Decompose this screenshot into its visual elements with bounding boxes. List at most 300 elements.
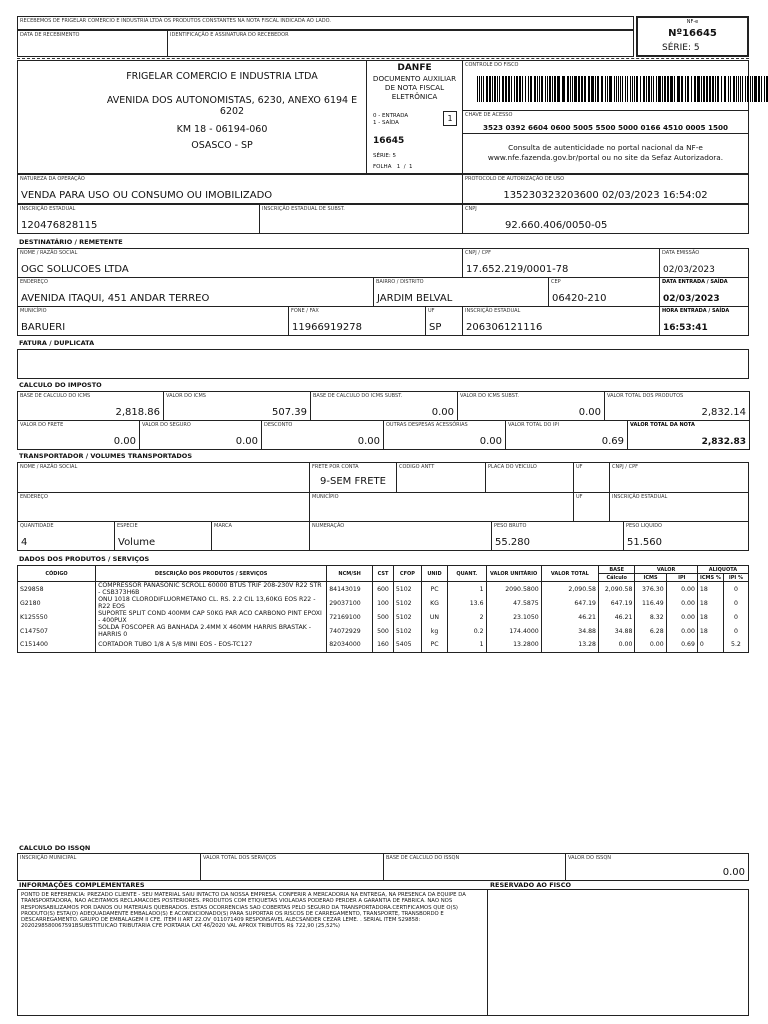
barcode-bar <box>552 76 553 102</box>
barcode-bar <box>505 76 507 102</box>
barcode-bar <box>685 76 686 102</box>
barcode-bar <box>738 76 739 102</box>
table-cell: 72169100 <box>327 610 373 624</box>
barcode-bar <box>530 76 532 102</box>
table-row <box>18 624 749 638</box>
table-cell: PC <box>421 638 447 652</box>
protocolo-label: PROTOCOLO DE AUTORIZAÇÃO DE USO <box>465 176 565 182</box>
barcode-bar <box>537 76 538 102</box>
dest-fone-value: 11966919278 <box>292 322 362 333</box>
barcode-bar <box>697 76 700 102</box>
nfe-label: NF-e <box>686 19 699 25</box>
imposto-value: 0.00 <box>479 436 502 447</box>
barcode-bar <box>709 76 711 102</box>
barcode-bar <box>609 76 612 102</box>
barcode-bar <box>667 76 669 102</box>
barcode-bar <box>581 76 583 102</box>
barcode-bar <box>691 76 692 102</box>
danfe-saida: 1 - SAÍDA <box>373 120 399 126</box>
transp-qtd-value: 4 <box>21 537 28 548</box>
barcode-bar <box>674 76 675 102</box>
table-cell: 46.21 <box>541 610 598 624</box>
issqn-base-label: BASE DE CALCULO DO ISSQN <box>386 855 460 861</box>
table-cell: 600 <box>373 582 394 597</box>
barcode-bar <box>562 76 565 102</box>
danfe-box <box>366 60 463 174</box>
table-cell: kg <box>421 624 447 638</box>
barcode-bar <box>730 76 731 102</box>
reservado-box <box>487 889 749 1016</box>
barcode-bar <box>747 76 749 102</box>
dest-hora-value: 16:53:41 <box>663 323 708 333</box>
barcode-bar <box>541 76 543 102</box>
table-cell: 0.00 <box>666 582 697 597</box>
dest-cnpj-label: CNPJ / CPF <box>465 250 491 256</box>
col-base: BASE <box>598 566 634 574</box>
imposto-field <box>457 391 605 421</box>
table-cell: SOLDA FOSCOPER AG BANHADA 2.4MM X 460MM HARRIS BRASTAK - HARRIS 0 <box>96 624 327 638</box>
danfe-title: DANFE <box>397 63 432 73</box>
ie-label: INSCRIÇÃO ESTADUAL <box>20 206 76 212</box>
transp-bruto-value: 55.280 <box>495 537 530 548</box>
danfe-subtitle: DOCUMENTO AUXILIAR DE NOTA FISCAL ELETRÔNICA <box>372 74 457 101</box>
barcode-bar <box>632 76 633 102</box>
barcode <box>477 76 768 102</box>
transp-especie-value: Volume <box>118 537 156 548</box>
imposto-value: 0.69 <box>601 436 624 447</box>
col-codigo: CÓDIGO <box>18 566 96 582</box>
barcode-bar <box>528 76 529 102</box>
dest-section-title: DESTINATÁRIO / REMETENTE <box>19 238 123 246</box>
dest-nome-label: NOME / RAZÃO SOCIAL <box>20 250 78 256</box>
products-section-title: DADOS DOS PRODUTOS / SERVIÇOS <box>19 555 150 563</box>
natureza-value: VENDA PARA USO OU CONSUMO OU IMOBILIZADO <box>21 190 273 201</box>
issqn-valor-field <box>565 853 749 881</box>
col-ncm: NCM/SH <box>327 566 373 582</box>
table-cell: 0.2 <box>448 624 487 638</box>
transp-frete-label: FRETE POR CONTA <box>312 464 359 470</box>
dest-emissao-label: DATA EMISSÃO <box>662 250 700 256</box>
barcode-bar <box>567 76 569 102</box>
imposto-label: VALOR DO ICMS <box>166 393 206 399</box>
transp-endereco-field <box>17 492 310 522</box>
table-cell: 647.19 <box>541 596 598 610</box>
col-icms: ICMS <box>635 574 666 582</box>
emitter-city: OSASCO - SP <box>191 140 253 151</box>
barcode-bar <box>477 76 478 102</box>
table-cell: 29037100 <box>327 596 373 610</box>
ie-value: 120476828115 <box>21 220 98 231</box>
natureza-label: NATUREZA DA OPERAÇÃO <box>20 176 85 182</box>
barcode-bar <box>745 76 746 102</box>
dest-cep-field <box>548 277 660 307</box>
barcode-bar <box>618 76 619 102</box>
barcode-bar <box>595 76 596 102</box>
reservado-title: RESERVADO AO FISCO <box>490 881 572 889</box>
issqn-im-field <box>17 853 201 881</box>
barcode-bar <box>557 76 560 102</box>
transp-uf-field <box>573 462 610 493</box>
barcode-bar <box>584 76 586 102</box>
barcode-bar <box>622 76 623 102</box>
dest-uf-label: UF <box>428 308 435 314</box>
imposto-label: VALOR TOTAL DO IPI <box>508 422 559 428</box>
danfe-tipo: 1 <box>443 111 457 126</box>
consulta-box <box>462 133 749 174</box>
table-cell: 2090.5800 <box>486 582 541 597</box>
imposto-field <box>383 420 506 450</box>
ie-subst-label: INSCRIÇÃO ESTADUAL DE SUBST. <box>262 206 345 212</box>
col-quant: QUANT. <box>448 566 487 582</box>
products-table <box>17 565 749 653</box>
imposto-label: DESCONTO <box>264 422 293 428</box>
table-cell: 5.2 <box>723 638 748 652</box>
table-cell: 0.00 <box>666 596 697 610</box>
imposto-field <box>604 391 750 421</box>
barcode-bar <box>481 76 482 102</box>
receipt-header <box>17 16 634 30</box>
dest-municipio-value: BARUERI <box>21 322 66 333</box>
barcode-bar <box>717 76 719 102</box>
table-cell: 18 <box>697 624 723 638</box>
barcode-bar <box>677 76 680 102</box>
dest-bairro-field <box>373 277 549 307</box>
barcode-bar <box>630 76 631 102</box>
receipt-signature-field <box>167 30 634 57</box>
table-cell: 0 <box>723 624 748 638</box>
transp-liquido-label: PESO LIQUIDO <box>626 523 662 529</box>
barcode-bar <box>740 76 741 102</box>
table-cell: 82034000 <box>327 638 373 652</box>
table-cell: 13.2800 <box>486 638 541 652</box>
dest-ie-field <box>462 306 660 336</box>
transp-qtd-label: QUANTIDADE <box>20 523 54 529</box>
col-unid: UNID <box>421 566 447 582</box>
emitter-km: KM 18 - 06194-060 <box>176 124 268 135</box>
table-cell: CORTADOR TUBO 1/8 A 5/8 MINI EOS - EOS-TC127 <box>96 638 327 652</box>
barcode-bar <box>605 76 606 102</box>
table-cell: 0.00 <box>598 638 634 652</box>
dest-ie-value: 206306121116 <box>466 322 543 333</box>
table-row <box>18 638 749 652</box>
danfe-number: 16645 <box>373 136 405 146</box>
barcode-bar <box>578 76 580 102</box>
dest-nome-field <box>17 248 463 278</box>
barcode-bar <box>653 76 654 102</box>
barcode-bar <box>549 76 551 102</box>
transp-numeracao-field <box>309 521 492 551</box>
dest-hora-label: HORA ENTRADA / SAÍDA <box>662 308 730 314</box>
consulta-url: www.nfe.fazenda.gov.br/portal ou no site da Sefaz Autorizadora. <box>487 153 724 162</box>
table-cell: 2,090.58 <box>541 582 598 597</box>
col-calculo: Cálculo <box>598 574 634 582</box>
table-cell: 18 <box>697 582 723 597</box>
imposto-value: 507.39 <box>272 407 307 418</box>
issqn-section-title: CALCULO DO ISSQN <box>19 844 91 852</box>
table-cell: 23.1050 <box>486 610 541 624</box>
protocolo-field <box>462 174 749 204</box>
issqn-valor-label: VALOR DO ISSQN <box>568 855 612 861</box>
dest-municipio-field <box>17 306 289 336</box>
transp-marca-field <box>211 521 310 551</box>
barcode-bar <box>570 76 571 102</box>
dest-nome-value: OGC SOLUCOES LTDA <box>21 264 129 275</box>
barcode-bar <box>646 76 647 102</box>
table-cell: 2 <box>448 610 487 624</box>
emitter-box <box>17 60 367 174</box>
issqn-im-label: INSCRIÇÃO MUNICIPAL <box>20 855 77 861</box>
col-ipi-pct: IPI % <box>723 574 748 582</box>
table-cell: 34.88 <box>541 624 598 638</box>
transp-ie-field <box>609 492 749 522</box>
table-cell: 34.88 <box>598 624 634 638</box>
barcode-bar <box>627 76 628 102</box>
dest-hora-field <box>659 306 749 336</box>
table-cell: 0.00 <box>666 624 697 638</box>
info-box <box>17 889 488 1016</box>
table-cell: 18 <box>697 596 723 610</box>
table-cell: S29858 <box>18 582 96 597</box>
transp-placa-field <box>485 462 574 493</box>
table-cell: 5102 <box>393 624 421 638</box>
imposto-value: 2,832.14 <box>701 407 746 418</box>
ie-field <box>17 204 260 234</box>
barcode-bar <box>754 76 757 102</box>
table-cell: 500 <box>373 624 394 638</box>
dest-fone-field <box>288 306 426 336</box>
dest-cnpj-value: 17.652.219/0001-78 <box>466 264 569 275</box>
transp-uf-label: UF <box>576 464 583 470</box>
col-cfop: CFOP <box>393 566 421 582</box>
barcode-bar <box>701 76 702 102</box>
dest-cep-value: 06420-210 <box>552 293 607 304</box>
transp-especie-label: ESPECIE <box>117 523 138 529</box>
ie-subst-field <box>259 204 463 234</box>
cnpj-field <box>462 204 749 234</box>
table-cell: 647.19 <box>598 596 634 610</box>
dest-emissao-field <box>659 248 749 278</box>
barcode-bar <box>554 76 556 102</box>
table-cell: 0 <box>723 582 748 597</box>
barcode-bar <box>489 76 491 102</box>
dest-bairro-value: JARDIM BELVAL <box>377 293 453 304</box>
table-cell: 5102 <box>393 610 421 624</box>
table-cell: UN <box>421 610 447 624</box>
barcode-bar <box>750 76 751 102</box>
transp-especie-field <box>114 521 212 551</box>
issqn-vts-field <box>200 853 384 881</box>
barcode-bar <box>648 76 650 102</box>
table-cell: 74072929 <box>327 624 373 638</box>
table-cell: 8.32 <box>635 610 666 624</box>
barcode-bar <box>597 76 599 102</box>
barcode-bar <box>761 76 762 102</box>
barcode-bar <box>662 76 663 102</box>
barcode-bar <box>656 76 657 102</box>
table-cell: 0 <box>697 638 723 652</box>
barcode-bar <box>687 76 689 102</box>
transp-marca-label: MARCA <box>214 523 232 529</box>
barcode-bar <box>522 76 523 102</box>
imposto-field <box>310 391 458 421</box>
barcode-bar <box>733 76 735 102</box>
dest-endereco-value: AVENIDA ITAQUI, 451 ANDAR TERREO <box>21 293 210 304</box>
barcode-bar <box>525 76 526 102</box>
table-cell: 84143019 <box>327 582 373 597</box>
danfe-folha: FOLHA 1 / 1 <box>373 164 413 170</box>
table-cell: 0.00 <box>635 638 666 652</box>
imposto-label: OUTRAS DESPESAS ACESSÓRIAS <box>386 422 468 428</box>
table-cell: K125550 <box>18 610 96 624</box>
table-cell: 0.00 <box>666 610 697 624</box>
imposto-field <box>505 420 628 450</box>
imposto-value: 0.00 <box>431 407 454 418</box>
table-cell: G2180 <box>18 596 96 610</box>
imposto-value: 0.00 <box>357 436 380 447</box>
table-cell: 0.69 <box>666 638 697 652</box>
dest-endereco-field <box>17 277 374 307</box>
barcode-bar <box>514 76 515 102</box>
col-cst: CST <box>373 566 394 582</box>
info-text: PONTO DE REFERENCIA: PREZADO CLIENTE - SEU MATERIAL SAIU INTACTO DA NOSSA EMPRESA. CONFERIR A MERCADORIA NA ENTREGA, NA PRESENCA DA EQUIPE DA TRANSPORTADORA, NAO ACEITAMOS RECLAMACOES POSTERIORES. PRODUTOS COM ETIQUETAS VIOLADAS PODERAO PERDER A GARANTIA DE FABRICA. NAO NOS RESPONSABILIZAMOS POR DANOS OU MATERIAIS QUEBRADOS. ESTAS OCORRENCIAS SAO COBERTAS PELO SEGURO DA TRANSPORTADORA.CERTIFICAMOS QUE O(S) PRODUTO(S) ESTA(O) ADEQUADAMENTE EMBALADO(S) E ACONDICIONADO(S) PARA SUPORTAR OS RISCOS DE CARREGAMENTO, TRANSPORTE, TRANSBORDO E DESCARREGAMENTO. GRUPO DE EMBALAGEM II CFE. ITEM II ART 22.OV_011071409 RESPONSAVEL ALECSANDER CEZAR LEME. . SERIAL ITEM S29858: 2020298580067591BSUBSTITUICAO TRIBUTARIA CFE PORTARIA CAT 46/2020 VAL APROX TRIBUTOS R$ 722,90 (25,52%) <box>21 892 466 930</box>
cut-line <box>17 58 749 59</box>
chave-acesso: 3523 0392 6604 0600 5005 5500 5000 0166 4510 0005 1500 <box>482 123 729 132</box>
imposto-value: 2,832.83 <box>701 437 746 447</box>
barcode-bar <box>519 76 521 102</box>
barcode-bar <box>694 76 696 102</box>
receipt-date-label: DATA DE RECEBIMENTO <box>20 32 80 38</box>
transp-ie-label: INSCRIÇÃO ESTADUAL <box>612 494 668 500</box>
table-cell: ONU 1018 CLORODIFLUORMETANO CL. RS. 2.2 CIL 13,60KG EOS R22 - R22 EOS <box>96 596 327 610</box>
imposto-field <box>17 391 164 421</box>
dest-uf-value: SP <box>429 322 442 333</box>
table-cell: 116.49 <box>635 596 666 610</box>
table-cell: 46.21 <box>598 610 634 624</box>
barcode-bar <box>607 76 608 102</box>
barcode-bar <box>499 76 500 102</box>
transp-cnpj-field <box>609 462 749 493</box>
transp-municipio-label: MUNICÍPIO <box>312 494 339 500</box>
barcode-bar <box>486 76 488 102</box>
col-icms-pct: ICMS % <box>697 574 723 582</box>
barcode-bar <box>539 76 540 102</box>
transp-municipio-field <box>309 492 574 522</box>
issqn-base-field <box>383 853 566 881</box>
table-cell: 13.28 <box>541 638 598 652</box>
transp-qtd-field <box>17 521 115 551</box>
controle-fisco-label: CONTROLE DO FISCO <box>465 62 519 68</box>
barcode-bar <box>715 76 716 102</box>
barcode-bar <box>497 76 498 102</box>
barcode-bar <box>658 76 661 102</box>
dest-saida-value: 02/03/2023 <box>663 294 720 304</box>
imposto-label: BASE DE CALCULO DO ICMS SUBST. <box>313 393 403 399</box>
transp-antt-label: CODIGO ANTT <box>399 464 435 470</box>
barcode-bar <box>572 76 573 102</box>
imposto-label: BASE DE CALCULO DO ICMS <box>20 393 91 399</box>
transp-bruto-field <box>491 521 624 551</box>
table-cell: 5102 <box>393 582 421 597</box>
table-cell: 160 <box>373 638 394 652</box>
barcode-bar <box>492 76 493 102</box>
table-cell: 0 <box>723 596 748 610</box>
receipt-signature-label: IDENTIFICAÇÃO E ASSINATURA DO RECEBEDOR <box>170 32 289 38</box>
barcode-bar <box>483 76 484 102</box>
barcode-bar <box>640 76 641 102</box>
cnpj-label: CNPJ <box>465 206 477 212</box>
barcode-bar <box>752 76 753 102</box>
dest-uf-field <box>425 306 463 336</box>
table-cell: 5405 <box>393 638 421 652</box>
imposto-label: VALOR TOTAL DOS PRODUTOS <box>607 393 684 399</box>
transp-frete-field <box>309 462 397 493</box>
transp-antt-field <box>396 462 486 493</box>
transp-nome-field <box>17 462 310 493</box>
barcode-bar <box>728 76 729 102</box>
transp-cnpj-label: CNPJ / CPF <box>612 464 638 470</box>
barcode-bar <box>742 76 743 102</box>
table-cell: 6.28 <box>635 624 666 638</box>
table-row <box>18 610 749 624</box>
chave-acesso-label: CHAVE DE ACESSO <box>465 112 513 118</box>
fatura-box <box>17 349 749 379</box>
cnpj-value: 92.660.406/0050-05 <box>505 220 608 231</box>
col-vunit: VALOR UNITÁRIO <box>486 566 541 582</box>
barcode-bar <box>681 76 683 102</box>
barcode-bar <box>508 76 510 102</box>
barcode-bar <box>516 76 518 102</box>
barcode-bar <box>545 76 546 102</box>
table-cell: C147507 <box>18 624 96 638</box>
transp-section-title: TRANSPORTADOR / VOLUMES TRANSPORTADOS <box>19 452 193 460</box>
dest-emissao-value: 02/03/2023 <box>663 265 715 275</box>
imposto-field <box>17 420 140 450</box>
imposto-label: VALOR TOTAL DA NOTA <box>630 422 695 428</box>
table-cell: 18 <box>697 610 723 624</box>
table-cell: 0 <box>723 610 748 624</box>
emitter-name: FRIGELAR COMERCIO E INDUSTRIA LTDA <box>126 71 318 82</box>
transp-numeracao-label: NUMERAÇÃO <box>312 523 345 529</box>
col-valor: VALOR <box>635 566 697 574</box>
imposto-field <box>139 420 262 450</box>
table-cell: 100 <box>373 596 394 610</box>
protocolo-value: 135230323203600 02/03/2023 16:54:02 <box>503 190 708 201</box>
transp-liquido-field <box>623 521 749 551</box>
barcode-bar <box>614 76 615 102</box>
barcode-bar <box>547 76 548 102</box>
barcode-bar <box>651 76 652 102</box>
table-cell: SUPORTE SPLIT COND 400MM CAP 50KG PAR ACO CARBONO PINT EPOXI - 400PUX <box>96 610 327 624</box>
barcode-bar <box>758 76 760 102</box>
table-cell: 500 <box>373 610 394 624</box>
col-aliquota: ALIQUOTA <box>697 566 748 574</box>
barcode-bar <box>502 76 504 102</box>
table-cell: COMPRESSOR PANASONIC SCROLL 60000 BTUS TRIF 208-230V R22 STR - CSB373H6B <box>96 582 327 597</box>
emitter-address: AVENIDA DOS AUTONOMISTAS, 6230, ANEXO 6194 E 6202 <box>106 95 358 117</box>
imposto-field <box>163 391 311 421</box>
table-cell: 5102 <box>393 596 421 610</box>
barcode-bar <box>479 76 480 102</box>
imposto-value: 0.00 <box>235 436 258 447</box>
transp-nome-label: NOME / RAZÃO SOCIAL <box>20 464 78 470</box>
barcode-bar <box>616 76 617 102</box>
barcode-bar <box>591 76 594 102</box>
imposto-field <box>627 420 750 450</box>
table-cell: 47.5875 <box>486 596 541 610</box>
barcode-bar <box>706 76 708 102</box>
imposto-label: VALOR DO ICMS SUBST. <box>460 393 519 399</box>
imposto-value: 0.00 <box>113 436 136 447</box>
